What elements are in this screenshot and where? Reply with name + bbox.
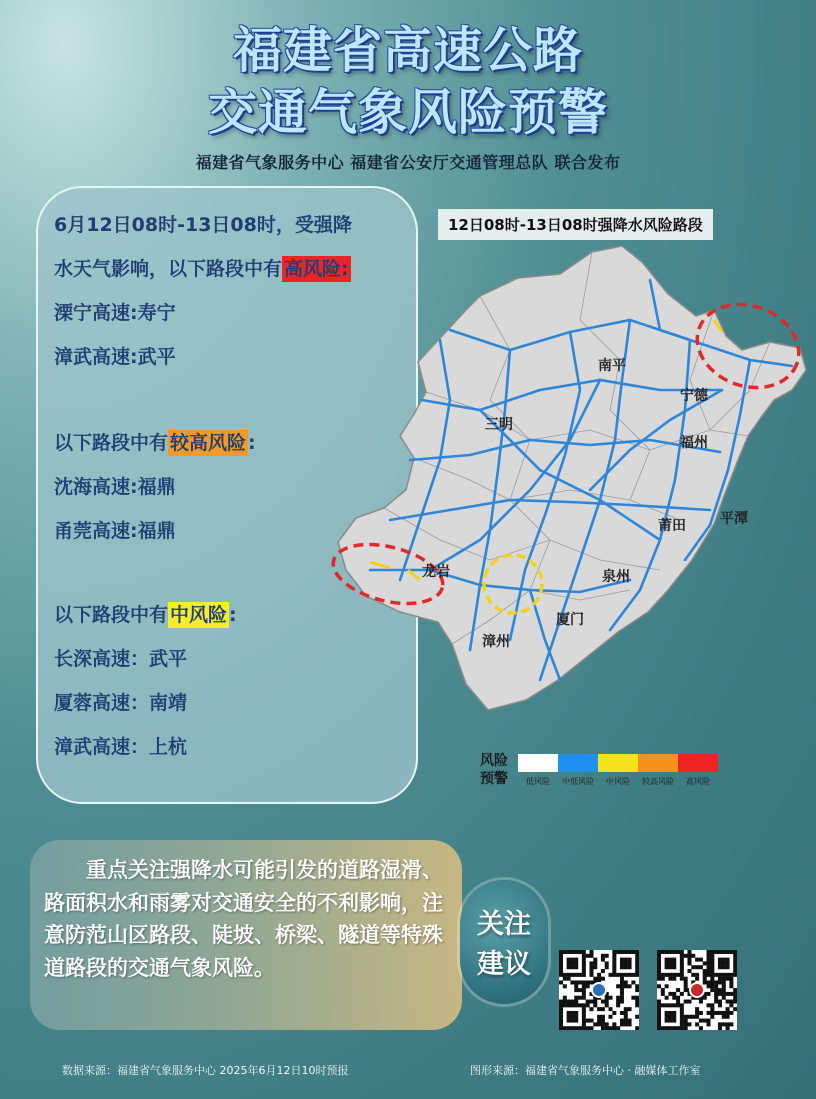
legend-swatch-mid-high xyxy=(638,754,678,772)
city-label: 平潭 xyxy=(720,511,748,527)
warning-intro-line-1: 6月12日08时-13日08时，受强降 xyxy=(54,214,352,236)
warning-intro-prefix: 水天气影响，以下路段中有 xyxy=(54,258,283,280)
legend-label: 较高风险 xyxy=(642,777,674,786)
legend-title: 风险预警 xyxy=(480,753,508,787)
mid-colon: : xyxy=(229,604,237,626)
city-label: 莆田 xyxy=(658,518,686,534)
mhigh-heading xyxy=(54,428,256,455)
city-label: 漳州 xyxy=(482,634,510,650)
city-label: 福州 xyxy=(680,435,708,451)
mhigh-risk-road-2: 甬莞高速:福鼎 xyxy=(54,520,176,542)
legend-swatch-mid xyxy=(598,754,638,772)
mhigh-colon: : xyxy=(248,432,256,454)
city-label: 厦门 xyxy=(556,612,584,628)
city-label: 泉州 xyxy=(602,569,630,585)
high-risk-colon: : xyxy=(341,258,349,280)
map-caption: 12日08时-13日08时强降水风险路段 xyxy=(438,209,713,240)
mid-risk-road-3: 漳武高速：上杭 xyxy=(54,736,188,758)
mid-prefix: 以下路段中有 xyxy=(54,604,169,626)
legend-swatch-high xyxy=(678,754,718,772)
advice-text: 重点关注强降水可能引发的道路湿滑、路面积水和雨雾对交通安全的不利影响，注意防范山区路段、陡坡、桥梁、隧道等特殊道路段的交通气象风险。 xyxy=(44,858,443,980)
qr-code-icon[interactable] xyxy=(657,950,737,1030)
mhigh-risk-road-1: 沈海高速:福鼎 xyxy=(54,476,176,498)
data-source-footer: 数据来源：福建省气象服务中心 2025年6月12日10时预报 xyxy=(62,1064,349,1077)
high-risk-road-1: 溧宁高速:寿宁 xyxy=(54,302,176,324)
legend-swatch-low xyxy=(518,754,558,772)
issuer-line: 福建省气象服务中心 福建省公安厅交通管理总队 联合发布 xyxy=(195,153,621,172)
high-risk-road-2: 漳武高速:武平 xyxy=(54,346,176,368)
advice-panel xyxy=(30,840,462,1030)
high-risk-label: 高风险 xyxy=(284,258,342,280)
city-label: 宁德 xyxy=(680,388,708,404)
mhigh-risk-tag: 较高风险 xyxy=(170,432,247,454)
advice-badge-line-2: 建议 xyxy=(477,949,531,980)
graphic-source-footer: 图形来源：福建省气象服务中心 · 融媒体工作室 xyxy=(470,1064,701,1077)
mid-risk-tag: 中风险 xyxy=(170,604,228,626)
qr-code-icon[interactable] xyxy=(559,950,639,1030)
city-label: 三明 xyxy=(485,417,513,433)
legend-label: 高风险 xyxy=(686,777,710,786)
advice-badge-line-1: 关注 xyxy=(477,909,531,940)
mid-risk-road-2: 厦蓉高速：南靖 xyxy=(54,692,188,714)
mid-heading xyxy=(54,600,237,627)
legend-label: 中低风险 xyxy=(562,777,594,786)
legend-label: 低风险 xyxy=(526,777,550,786)
advice-badge xyxy=(460,880,548,1004)
risk-legend xyxy=(480,752,740,792)
fujian-map xyxy=(330,240,816,720)
title-line-2: 交通气象风险预警 xyxy=(207,84,608,141)
legend-label: 中风险 xyxy=(606,777,630,786)
mhigh-prefix: 以下路段中有 xyxy=(54,432,169,454)
title-line-1: 福建省高速公路 xyxy=(232,22,583,79)
legend-swatch-mid-low xyxy=(558,754,598,772)
city-label: 南平 xyxy=(598,358,626,374)
warning-intro-line-2 xyxy=(54,254,351,281)
fujian-province-shape xyxy=(338,246,806,710)
city-label: 龙岩 xyxy=(422,564,450,580)
mid-risk-road-1: 长深高速：武平 xyxy=(54,648,188,670)
